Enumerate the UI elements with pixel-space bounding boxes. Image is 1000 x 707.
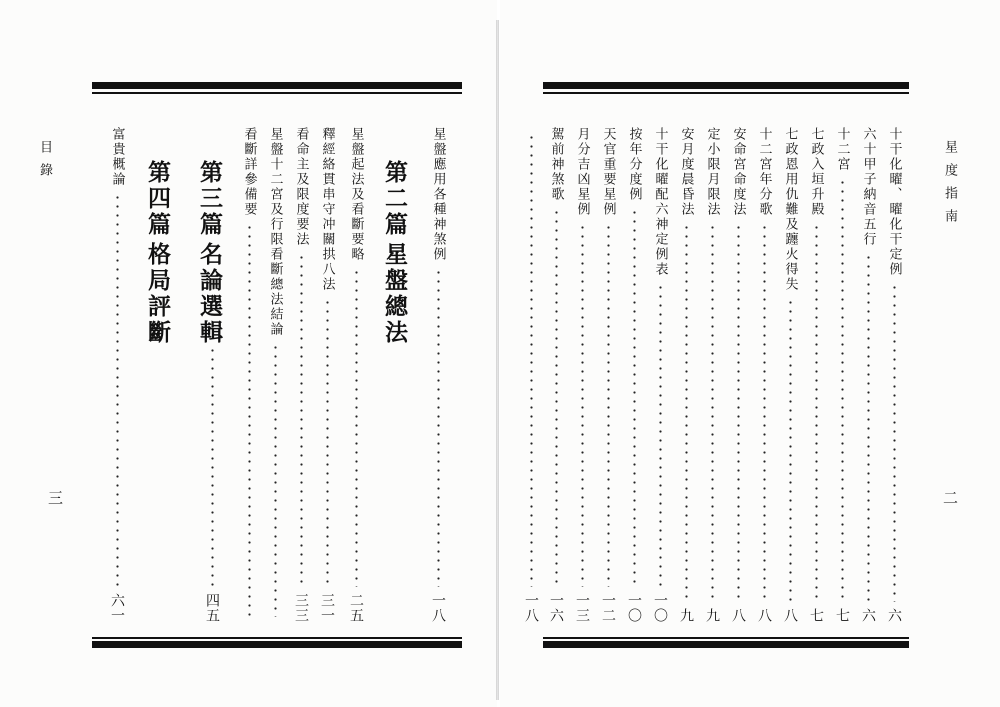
toc-entry[interactable] [427,127,449,623]
toc-entry[interactable] [753,127,775,623]
toc-entry-page: 一八 [430,593,446,623]
toc-entry-title: 十二宮年分歌 [756,127,772,217]
toc-entry-page: 二五 [348,593,364,623]
bottom-border-rule [92,641,462,648]
top-border-thin-rule [543,92,909,94]
toc-entry-page: 九 [678,608,694,623]
toc-entry[interactable] [649,127,671,623]
toc-entry-title: 月分吉凶星例 [574,127,590,217]
part-name: 星盤總法 [381,242,407,346]
toc-entry-page: 四五 [204,593,220,623]
toc-entry-title: 星盤起法及看斷要略 [348,127,364,262]
toc-entry-page: 一八 [523,593,539,623]
toc-entry-title: 六十甲子納音五行 [860,127,876,247]
toc-leader-dots [711,223,714,602]
toc-leader-dots [893,283,896,602]
toc-entry[interactable] [831,127,853,623]
toc-entry[interactable] [264,127,286,623]
toc-entry-page: 一三 [574,593,590,623]
toc-leader-dots [815,223,818,602]
toc-leader-dots [530,133,533,587]
toc-entry[interactable] [727,127,749,623]
toc-entry[interactable] [238,127,260,623]
toc-leader-dots [211,346,214,587]
toc-entry-title: 看斷詳參備要 [241,127,257,217]
page-header: 目錄 [37,140,52,186]
toc-entry[interactable] [779,127,801,623]
toc-leader-dots [659,283,662,587]
toc-leader-dots [763,223,766,602]
toc-leader-dots [300,253,303,587]
toc-leader-dots [607,223,610,587]
toc-entry-title: 富貴概論 [109,127,125,187]
toc-entry-page: 八 [756,608,772,623]
toc-entry-title: 十干化曜配六神定例表 [652,127,668,277]
toc-leader-dots [274,343,277,617]
toc-leader-dots [685,223,688,602]
toc-leader-dots [633,208,636,587]
toc-entry[interactable] [545,127,567,623]
toc-entry-title: 天官重要星例 [600,127,616,217]
part-number: 第二篇 [381,160,407,238]
toc-entry[interactable] [571,127,593,623]
toc-entry-title: 駕前神煞歌 [548,127,564,202]
toc-entry-title: 七政入垣升殿 [808,127,824,217]
toc-entry-page: 一〇 [626,593,642,623]
top-border-rule [543,82,909,89]
toc-entry-title: 星盤應用各種神煞例 [430,127,446,262]
toc-entry-page: 三三 [293,593,309,623]
page-number: 三 [46,490,64,505]
toc-entry-page: 一二 [600,593,616,623]
bottom-border-thin-rule [92,637,462,639]
toc-entry-page: 八 [730,608,746,623]
toc-entry-title: 看命主及限度要法 [293,127,309,247]
toc-entry[interactable] [623,127,645,623]
toc-entry-title: 十干化曜、曜化干定例 [886,127,902,277]
toc-entry-title: 星盤十二宮及行限看斷總法結論 [267,127,283,337]
toc-entry-title: 安月度晨昏法 [678,127,694,217]
toc-leader-dots [355,268,358,587]
part-heading[interactable] [145,160,175,350]
page-number: 二 [941,490,959,505]
toc-leader-dots [116,193,119,587]
toc-entry-page: 六一 [109,593,125,623]
part-heading[interactable] [197,160,227,350]
toc-leader-dots [789,298,792,602]
left-page [0,0,497,707]
toc-entry[interactable] [290,127,312,623]
toc-entry-title: 安命宮命度法 [730,127,746,217]
toc-entry-page: 一〇 [652,593,668,623]
part-number: 第三篇 [196,160,222,238]
toc-entry-title: 定小限月限法 [704,127,720,217]
toc-entry-page: 八 [782,608,798,623]
toc-entry-title: 釋經絡貫串守冲關拱八法 [319,127,335,292]
toc-entry-title: 按年分度例 [626,127,642,202]
toc-entry-page: 一六 [548,593,564,623]
bottom-border-rule [543,641,909,648]
toc-leader-dots [248,223,251,617]
toc-entry-page: 六 [860,608,876,623]
toc-leader-dots [555,208,558,587]
part-heading[interactable] [382,160,412,350]
top-border-rule [92,82,462,89]
toc-entry[interactable] [597,127,619,623]
toc-entry[interactable] [675,127,697,623]
toc-entry-page: 九 [704,608,720,623]
toc-leader-dots [437,268,440,587]
toc-entry[interactable] [316,127,338,623]
top-border-thin-rule [92,92,462,94]
toc-entry[interactable] [520,127,542,623]
toc-entry-title: 七政恩用仇難及躔火得失 [782,127,798,292]
toc-entry[interactable] [701,127,723,623]
part-number: 第四篇 [144,160,170,238]
toc-entry-page: 六 [886,608,902,623]
toc-leader-dots [581,223,584,587]
toc-entry-page: 三一 [319,593,335,623]
toc-entry-title: 十二宮 [834,127,850,172]
toc-entry[interactable] [106,127,128,623]
toc-leader-dots [737,223,740,602]
bottom-border-thin-rule [543,637,909,639]
toc-entry[interactable] [857,127,879,623]
part-name: 名論選輯 [196,242,222,346]
toc-leader-dots [326,298,329,587]
toc-entry[interactable] [883,127,905,623]
toc-entry[interactable] [345,127,367,623]
toc-leader-dots [867,253,870,602]
toc-entry[interactable] [201,340,223,623]
book-spine [496,20,499,700]
part-name: 格局評斷 [144,242,170,346]
toc-entry-page: 七 [808,608,824,623]
toc-entry-page: 七 [834,608,850,623]
right-page [500,0,1000,707]
toc-leader-dots [841,178,844,602]
page-header: 星度指南 [942,140,957,232]
toc-entry[interactable] [805,127,827,623]
